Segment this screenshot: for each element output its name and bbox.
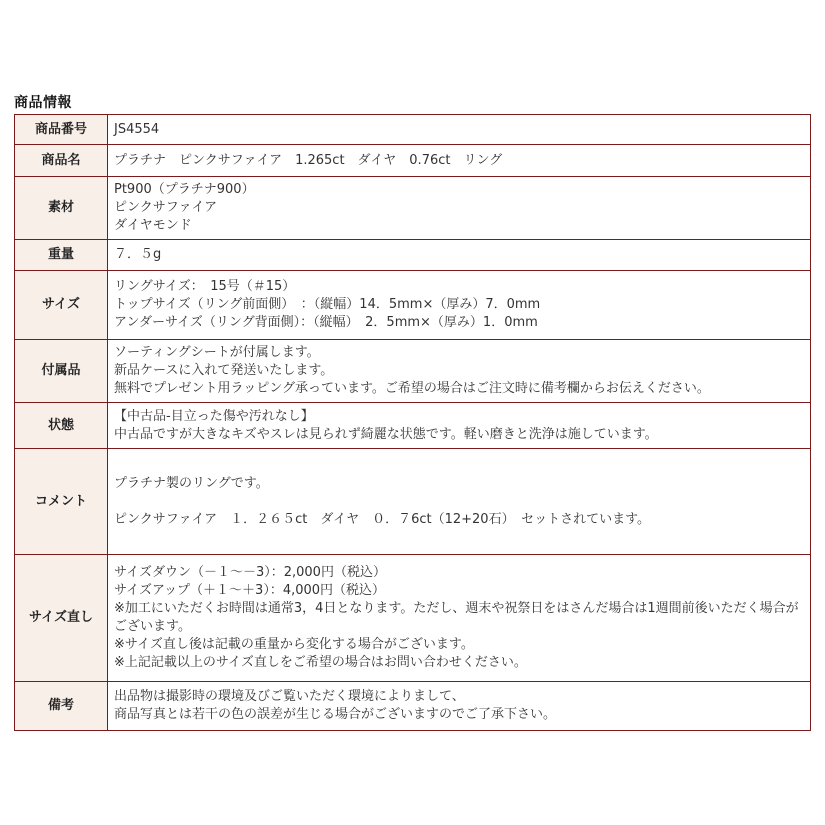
notes-line: 出品物は撮影時の環境及びご覧いただく環境によりまして、 [114, 689, 465, 704]
material-line: ピンクサファイア [114, 200, 218, 215]
size-line: トップサイズ（リング前面側） ：（縦幅）14．5mm×（厚み）7．0mm [114, 297, 541, 312]
material-line: Pt900（プラチナ900） [114, 182, 255, 197]
notes-line: 商品写真とは若干の色の誤差が生じる場合がございますのでご了承下さい。 [114, 707, 557, 722]
size-line: リングサイズ： 15号（＃15） [114, 279, 296, 294]
table-row-resize [15, 555, 811, 682]
comment-line: プラチナ製のリングです。 [114, 475, 269, 491]
product-info-table [14, 114, 811, 731]
value-comment [108, 449, 811, 555]
label-condition: 状態 [15, 403, 108, 449]
condition-line: 【中古品-目立った傷や汚れなし】 [114, 408, 314, 424]
table-row-notes [15, 682, 811, 731]
label-product-number: 商品番号 [15, 115, 108, 145]
product-number: JS4554 [114, 121, 160, 137]
accessories-line: 新品ケースに入れて発送いたします。 [114, 363, 334, 378]
label-resize: サイズ直し [15, 555, 108, 682]
accessories-line: 無料でプレゼント用ラッピング承っています。ご希望の場合はご注文時に備考欄からお伝えください。 [114, 381, 710, 396]
table-row-weight [15, 240, 811, 271]
weight: ７．５g [114, 247, 162, 262]
label-accessories: 付属品 [15, 340, 108, 403]
value-product-number [108, 115, 811, 145]
value-resize [108, 555, 811, 682]
table-row-product-number [15, 115, 811, 145]
resize-line: ※上記記載以上のサイズ直しをご希望の場合はお問い合わせください。 [114, 655, 527, 670]
table-row-condition [15, 403, 811, 449]
product-name: プラチナ ピンクサファイア 1.265ct ダイヤ 0.76ct リング [114, 152, 503, 168]
material-line: ダイヤモンド [114, 218, 192, 233]
label-weight: 重量 [15, 240, 108, 271]
value-notes [108, 682, 811, 731]
value-material [108, 177, 811, 240]
table-row-product-name [15, 145, 811, 177]
value-condition [108, 403, 811, 449]
resize-line: サイズダウン（－１～－3）：2,000円（税込） [114, 565, 386, 580]
value-product-name [108, 145, 811, 177]
label-product-name: 商品名 [15, 145, 108, 177]
table-row-comment [15, 449, 811, 555]
label-notes: 備考 [15, 682, 108, 731]
resize-line: サイズアップ（＋１～＋3）：4,000円（税込） [114, 583, 386, 598]
size-line: アンダーサイズ（リング背面側）：（縦幅） 2．5mm×（厚み）1．0mm [114, 315, 538, 330]
value-size [108, 271, 811, 340]
value-weight [108, 240, 811, 271]
resize-line: ※加工にいただくお時間は通常3，4日となります。ただし、週末や祝祭日をはさんだ場合は1週間前後いただく場合がございます。 [114, 601, 799, 634]
label-material: 素材 [15, 177, 108, 240]
resize-line: ※サイズ直し後は記載の重量から変化する場合がございます。 [114, 637, 474, 652]
section-title: 商品情報 [14, 95, 72, 111]
comment-spacer [114, 493, 804, 511]
label-size: サイズ [15, 271, 108, 340]
label-comment: コメント [15, 449, 108, 555]
condition-line: 中古品ですが大きなキズやスレは見られず綺麗な状態です。軽い磨きと洗浄は施しています。 [114, 426, 658, 442]
table-row-size [15, 271, 811, 340]
value-accessories [108, 340, 811, 403]
table-row-material [15, 177, 811, 240]
accessories-line: ソーティングシートが付属します。 [114, 345, 320, 360]
comment-line: ピンクサファイア １．２６５ct ダイヤ ０．７6ct（12+20石） セットされています。 [114, 511, 651, 527]
table-row-accessories [15, 340, 811, 403]
